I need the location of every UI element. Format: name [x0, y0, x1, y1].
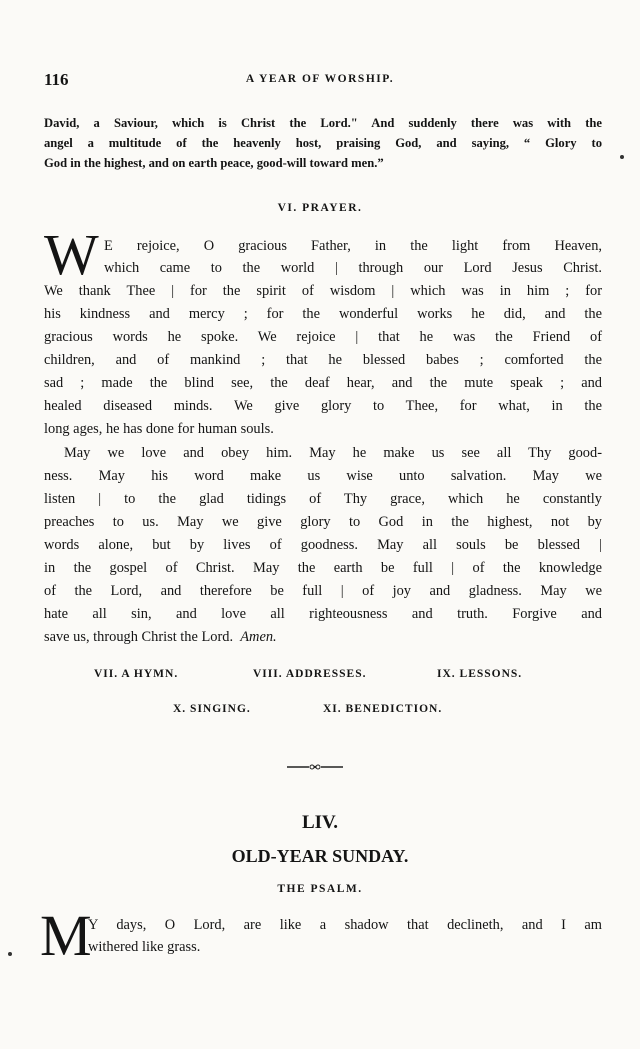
- running-header: [44, 70, 596, 90]
- prayer-line: listen | to the glad tidings of Thy grace, which he constantly: [44, 491, 602, 507]
- psalm-drop-cap: M: [40, 903, 92, 968]
- service-item: XI. BENEDICTION.: [323, 703, 443, 715]
- prayer-line: long ages, he has done for human souls.: [44, 421, 274, 437]
- prayer-line: words alone, but by lives of goodness. May all souls be blessed |: [44, 537, 602, 553]
- prayer-line: children, and of mankind ; that he blessed babes ; comforted the: [44, 352, 602, 368]
- running-title: A YEAR OF WORSHIP.: [245, 73, 395, 85]
- ornament-divider: [285, 762, 345, 772]
- service-item: VIII. ADDRESSES.: [253, 668, 367, 680]
- prayer-last-line: [44, 627, 602, 647]
- psalm-line: Y days, O Lord, are like a shadow that declineth, and I am: [88, 917, 602, 933]
- intro-line: angel a multitude of the heavenly host, praising God, and saying, “ Glory to: [44, 136, 602, 150]
- prayer-line: of the Lord, and therefore be full | of joy and gladness. May we: [44, 583, 602, 599]
- prayer-line: May we love and obey him. May he make us see all Thy good-: [64, 445, 602, 461]
- service-item: VII. A HYMN.: [94, 668, 179, 680]
- psalm-heading: THE PSALM.: [277, 883, 363, 895]
- page-number: 116: [44, 70, 69, 89]
- print-speck: [620, 155, 624, 159]
- prayer-line: E rejoice, O gracious Father, in the light from Heaven,: [104, 238, 602, 254]
- prayer-line: hate all sin, and love all righteousness and truth. Forgive and: [44, 606, 602, 622]
- section-numeral: LIV.: [301, 812, 339, 833]
- prayer-line: We thank Thee | for the spirit of wisdom | which was in him ; for: [44, 283, 602, 299]
- prayer-line: healed diseased minds. We give glory to Thee, for what, in the: [44, 398, 602, 414]
- print-speck: [8, 952, 12, 956]
- prayer-line: in the gospel of Christ. May the earth be full | of the knowledge: [44, 560, 602, 576]
- prayer-line: which came to the world | through our Lord Jesus Christ.: [104, 260, 602, 276]
- service-item: IX. LESSONS.: [437, 668, 523, 680]
- amen: Amen.: [240, 629, 277, 645]
- prayer-last-text: save us, through Christ the Lord.: [44, 629, 234, 645]
- prayer-heading: VI. PRAYER.: [277, 202, 363, 214]
- psalm-line: withered like grass.: [88, 939, 201, 955]
- prayer-line: sad ; made the blind see, the deaf hear, and the mute speak ; and: [44, 375, 602, 391]
- prayer-line: ness. May his word make us wise unto salvation. May we: [44, 468, 602, 484]
- section-title: OLD-YEAR SUNDAY.: [231, 846, 409, 866]
- service-item: X. SINGING.: [173, 703, 251, 715]
- prayer-line: gracious words he spoke. We rejoice | that he was the Friend of: [44, 329, 602, 345]
- prayer-drop-cap: W: [44, 222, 99, 287]
- prayer-line: his kindness and mercy ; for the wonderful works he did, and the: [44, 306, 602, 322]
- intro-line: God in the highest, and on earth peace, good-will toward men.”: [44, 156, 384, 170]
- prayer-line: preaches to us. May we give glory to God in the highest, not by: [44, 514, 602, 530]
- intro-line: David, a Saviour, which is Christ the Lord." And suddenly there was with the: [44, 116, 602, 130]
